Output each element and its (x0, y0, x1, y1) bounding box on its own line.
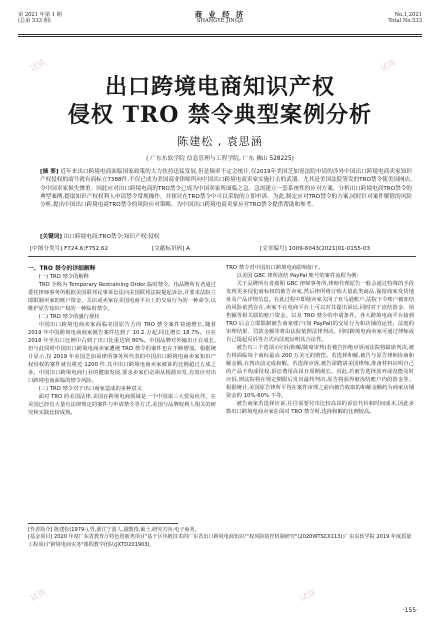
article-title-line2: 侵权 TRO 禁令典型案例分析 (67, 102, 373, 128)
abstract-divider (28, 256, 416, 257)
issue-info-en (388, 12, 422, 24)
document-code: [文献标识码] A (152, 246, 190, 252)
subsection-heading: (二) TRO 禁令的盛行现状 (38, 314, 100, 320)
paragraph: TRO 全称为 Temporary Restraining Order,临时禁令。指品牌所有者通过委托律师事务所根据美国联邦民事诉讼法向美国联邦法院提起诉讼,并要求法院立即限制卖家的账户资金、关店或卖家在美国电商平台上的交易行为的一种命令,以维护原告知识产权的一种临时禁令。 (28, 282, 216, 312)
journal-name-cn: 商 业 经 济 (194, 10, 246, 19)
keywords-text: 出口跨境电商;TRO禁令;知识产权;侵权 (63, 234, 160, 240)
header-divider-thin (18, 36, 422, 37)
subsection-heading: (一) TRO 禁令的解释 (38, 274, 89, 280)
article-number: [文章编号] 1009-6043(2021)01-0155-03 (260, 246, 371, 252)
watermark: 试读 (378, 57, 398, 74)
watermark: 试读 (28, 57, 48, 74)
footnotes (28, 527, 416, 549)
paragraph: 关于品牌所有者雇佣 GBC 律师事务所,律师代理原告一般会通过特殊的手段发现更多侵犯商标权的被告卖家,然后律所将订购大量此类商品,保留商家发货地址及产品详情信息。在此过程中即使卖家关闭了亚马逊账户,法院下令账户被冻结的风险依然存在,卖家不在电商平台上可以对其提出诉讼,同时对于冻结资金、销售额等相关联的账户资金。以及 TRO 禁令的申请条件。各大跨境电商平台接到 TRO 后会立即限制被告商家账户(如 PayPal)的交易行为和店铺的运营。法庭的审理结果、罚款金额等将由法院依照法律判决。同时跨境电商卖家可通过律师或自己提起反诉等方式向法庭证明其合法性。 (226, 281, 414, 343)
abstract-text: 近年来出口跨境电商面临国家政策的大力扶持迅猛发展,但是频率不定会统计,仅2019年美国芝加哥法院申请的涉外中国出口跨境电商卖家知识产权侵权的商号就有商标立7388件,不仅已成为美国商业律师所向中国出口跨境电商卖家实施打击的武器。尤其是美国法院签发的TRO禁令使美国网店,令中国卖家损失惨重。因此应对出口跨境电商的TRO禁令已成为中国卖家所面临之急。急需建立一套系统性的应对方案。分析出口跨境电商TRO禁令的典型案例,提取知识产权权利人申请禁令常规操作。并探讨在TRO禁令中可以采取的立即申诉。为此,制定应对TRO禁令的方案,同时针对案件解除的风险分析,提出中国出口跨境电商TRO禁令的风险应对策略。为中国出口跨境电商卖家应对TRO禁令提供帮助和参考。 (40, 169, 412, 209)
running-header (18, 12, 422, 34)
abstract (40, 168, 412, 209)
page-number: ·155· (402, 607, 418, 614)
author-note: [作者简介] 陈建松(1979-),男,浙江宁波人,副教授,硕士,研究方向:电子商务。 (28, 527, 200, 533)
journal-name-en: SHANGYE JINGJI (196, 18, 244, 25)
journal-name (18, 12, 422, 24)
issue-total-en: Total No.533 (388, 18, 422, 25)
watermark: 试读 (28, 587, 48, 604)
body-column-left (28, 264, 216, 519)
abstract-label: [摘 要] (40, 169, 59, 175)
footnote-divider (28, 523, 178, 524)
issue-number-en: No.1,2021 (394, 12, 422, 18)
subsection-heading: (三) TRO 禁令对于出口商家造成的多种意义 (38, 386, 142, 392)
body-column-right (226, 264, 414, 519)
issue-total: (总第 533 期) (18, 18, 51, 25)
issue-number: 第 2021 年第 1 期 (18, 12, 62, 18)
clc-number: [中图分类号] F724.6;F752.62 (30, 246, 109, 252)
keywords-label: [关键词] (40, 234, 62, 240)
paragraph: 面对 TRO 的美国法律,美国在跨境电商领域是一个中国第三大贸易伙伴。在美国已经有大量有法律规定的案件与申请禁令等方式,美国与品牌权利人相关的研究和实践比较成熟。 (28, 394, 216, 416)
article-title-line1: 出口跨境电商知识产权 (104, 74, 335, 100)
section-heading: 一、TRO 禁令的详细解释 (28, 266, 96, 272)
paragraph: TRO 禁令对中国出口跨境电商影响如下。 (226, 265, 324, 271)
watermark: 试读 (298, 587, 318, 604)
paragraph: 以美国 GBC 律所冻结 PayPal 账号的案件流程为例: (236, 273, 359, 279)
paragraph: 中国出口跨境电商卖家面临美国原告方的 TRO 禁令案件快速增长,随着 2019 年中国跨境电商商家被告案件达到了 10.2 万起,同比增长 18.7%。且在 2018 年至出口比例中占到了出口比重达到 80%。中国品牌对外输出正在成长,但与此同时中国出口跨境电商卖家遭遇 TRO 禁令的案件也在不断增加。根据统计显示,仅 2019 年美国芝加哥律所事务所代表的中国出口跨境电商卖家知识产权侵权的案件就有将近 1200 件,其中出口跨境电商卖家被诉的比例超过五成之多。中国出口跨境电商行业的健康发展,要求卖家们必须从根源出发,有效应对出口跨境电商面临的禁令风险。 (28, 322, 216, 384)
funding-note: [基金项目] 2020 年度广东省教育厅特色创新类项目"基于区块链技术的广东省出口跨境电商知识产权风险防控机制研究"(2020WTSCX113);广东东软学院 2019 年度质量工程项目"跨境电商实务"课程教学团队(JXTD201903)。 (28, 534, 412, 548)
header-divider (18, 34, 422, 35)
classification-line (30, 244, 416, 252)
keywords (40, 232, 412, 240)
authors: 陈建松 , 袁思涵 (177, 135, 263, 148)
paragraph: 被告有三个选项:(应诉/和解/缺席审判)若被告拒绝应诉而法院将缺席判决,被告将面临每个商标最高 200 万美元的赔偿。若选择和解,被告与原告律师协商和解金额,在判决前完成和解。若选择应诉,被告需聘请美国律师,准备材料证明自己的产品不构成侵权,诉讼费用高昂且周期漫长。因此,若被告选择放弃或没能及时应诉,则法院将在规定期限后发出最终判决,原告将获得被冻结账户内的资金等。根据统计,美国原告律所平均在案件审理之前向被告收取的和解金额约为商家店铺资金的 10%-60% 不等。 (226, 345, 414, 399)
affiliation: ( 广东东软学院 信息管理与工程学院, 广东 佛山 528225) (146, 156, 294, 162)
paragraph: 被告商家若选择应诉,往往需要付出比较高昂的诉讼代价和时间成本,因此多数出口跨境电商卖家在面对 TRO 禁令时,选择和解的比例较高。 (226, 401, 414, 415)
